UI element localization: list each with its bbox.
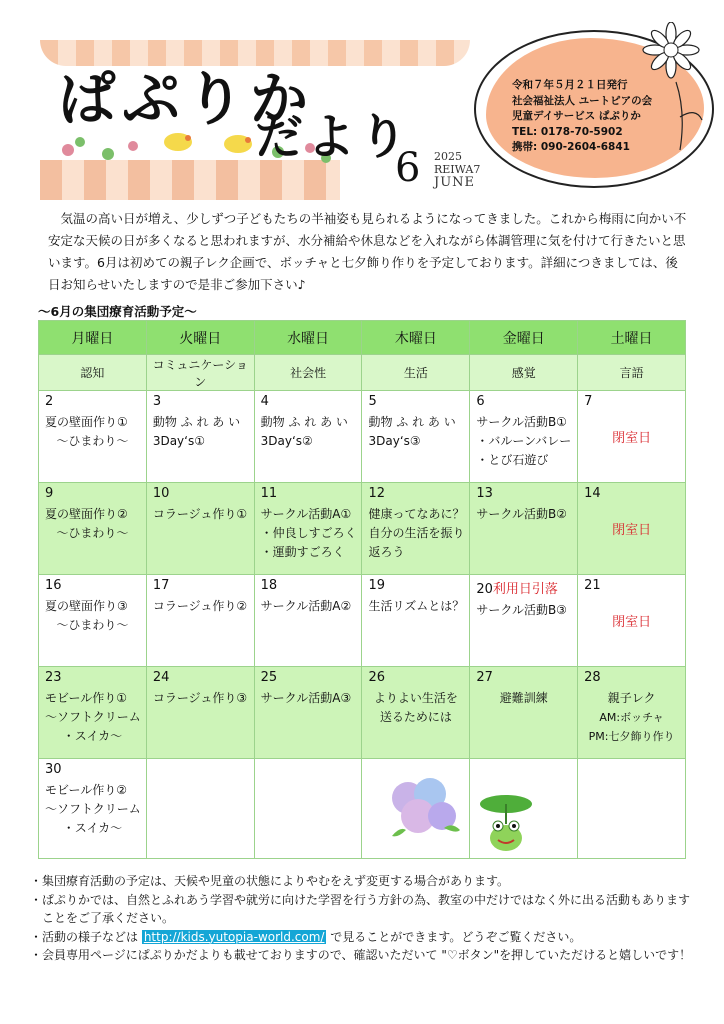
- week-row: [39, 759, 686, 859]
- intro-text: [48, 208, 688, 296]
- activity: コラージュ作り②: [152, 599, 248, 613]
- activity-detail: ～ソフトクリーム: [45, 802, 141, 816]
- activity-detail: ・バルーンバレー: [476, 434, 572, 448]
- date-number: 11: [260, 486, 278, 501]
- activity: よりよい生活を: [373, 691, 458, 705]
- day-cell: [146, 575, 254, 667]
- theme-cell: 言語: [578, 355, 686, 391]
- newsletter-header: [0, 0, 724, 205]
- day-monday: 月曜日: [39, 321, 147, 355]
- facility-name: 児童デイサービス ぱぷりか: [512, 110, 641, 122]
- date-number: 6: [476, 394, 485, 409]
- day-tuesday: 火曜日: [146, 321, 254, 355]
- activity: サークル活動A②: [260, 599, 352, 613]
- day-cell: [39, 667, 147, 759]
- activity: サークル活動B②: [476, 507, 567, 521]
- date-number: 26: [368, 670, 386, 685]
- day-cell: [254, 391, 362, 483]
- theme-cell: 認知: [39, 355, 147, 391]
- day-cell: [362, 575, 470, 667]
- section-title: ～6月の集団療育活動予定～: [38, 304, 197, 319]
- activity: サークル活動B①: [476, 415, 567, 429]
- date-number: 17: [152, 578, 170, 593]
- activity-detail: 3Day‘s①: [152, 434, 205, 448]
- activity-detail: ～ひまわり～: [56, 434, 129, 448]
- day-cell: [578, 667, 686, 759]
- activity-detail: ・とび石遊び: [476, 453, 549, 467]
- date-number: 14: [584, 486, 601, 501]
- date-number: 10: [152, 486, 170, 501]
- date-number: 2: [45, 394, 54, 409]
- activity-detail: ～ひまわり～: [56, 618, 129, 632]
- date-number: 27: [476, 670, 493, 685]
- activity-detail: ・スイカ～: [62, 821, 123, 835]
- date-number: 24: [152, 670, 170, 685]
- day-cell: [39, 759, 147, 859]
- website-link[interactable]: http://kids.yutopia-world.com/: [143, 929, 325, 944]
- activity: 健康ってなあに？: [368, 507, 465, 521]
- activity: コラージュ作り①: [152, 507, 248, 521]
- closed-day-label: 閉室日: [612, 523, 652, 538]
- note-website-post: で見ることができます。どうぞご覧ください。: [326, 929, 582, 944]
- activity-detail: ・仲良しすごろく: [260, 526, 357, 540]
- phone: TEL: 0178-70-5902: [512, 125, 623, 138]
- weekday-header-row: [39, 321, 686, 355]
- day-friday: 金曜日: [470, 321, 578, 355]
- notes-section: [30, 872, 700, 965]
- newsletter-title: ぱぷりか: [58, 65, 315, 133]
- theme-row: [39, 355, 686, 391]
- date-number: 9: [45, 486, 54, 501]
- activity-calendar: [38, 320, 686, 859]
- day-cell: [578, 391, 686, 483]
- theme-cell: 感覚: [470, 355, 578, 391]
- date-number: 16: [45, 578, 62, 593]
- week-row: [39, 391, 686, 483]
- day-wednesday: 水曜日: [254, 321, 362, 355]
- day-cell: [146, 483, 254, 575]
- activity: 動物 ふ れ あ い: [368, 415, 456, 429]
- date-number-value: 20: [476, 582, 493, 597]
- day-cell: [146, 667, 254, 759]
- activity: モビール作り②: [45, 783, 128, 797]
- date-number: 21: [584, 578, 601, 593]
- day-cell-empty: [146, 759, 254, 859]
- newsletter-subtitle: だより: [255, 109, 412, 165]
- activity-detail: ～ソフトクリーム: [45, 710, 141, 724]
- activity: サークル活動A③: [260, 691, 352, 705]
- day-cell: [362, 667, 470, 759]
- day-cell: [470, 391, 578, 483]
- date-number: 19: [368, 578, 386, 593]
- date-number: 12: [368, 486, 386, 501]
- activity: 夏の壁面作り①: [45, 415, 128, 429]
- day-cell: [470, 667, 578, 759]
- activity: 動物 ふ れ あ い: [152, 415, 241, 429]
- activity: サークル活動A①: [260, 507, 352, 521]
- date-number: 28: [584, 670, 601, 685]
- day-cell-empty: [254, 759, 362, 859]
- month-meta: [434, 150, 480, 189]
- theme-cell: 生活: [362, 355, 470, 391]
- date-number: 13: [476, 486, 493, 501]
- daisy-flower-icon: [636, 22, 706, 152]
- intro-paragraph: 気温の高い日が増え、少しずつ子どもたちの半袖姿も見られるようになってきました。これから梅雨に向かい不安定な天候の日が多くなると思われますが、水分補給や休息などを入れながら体調管理に気を付けて行きたいと思います。6月は初めての親子レク企画で、ボッチャと七夕飾り作りを予定しております。詳細につきましては、後日お知らせいたしますので是非ご参加下さい♪: [48, 211, 687, 292]
- closed-day-label: 閉室日: [612, 431, 652, 446]
- day-cell: [254, 483, 362, 575]
- activity: 生活リズムとは？: [368, 599, 465, 613]
- day-cell: [39, 575, 147, 667]
- publish-date: 令和７年５月２１日発行: [512, 79, 628, 91]
- activity: コラージュ作り③: [152, 691, 248, 705]
- day-cell: [578, 483, 686, 575]
- theme-cell: 社会性: [254, 355, 362, 391]
- note-member-page: ・会員専用ページにぱぷりかだよりも載せておりますので、確認いただいて "♡ボタン"を押していただけると嬉しいです！: [30, 948, 692, 962]
- note-website: [30, 928, 700, 947]
- week-row: [39, 483, 686, 575]
- activity-detail: 送るためには: [379, 710, 452, 724]
- date-number: 23: [45, 670, 62, 685]
- day-thursday: 木曜日: [362, 321, 470, 355]
- theme-cell: コミュニケーション: [146, 355, 254, 391]
- note-outdoor-activity: ・ぱぷりかでは、自然とふれあう学習や就労に向けた学習を行う方針の為、教室の中だけではなく外に出る活動もありますことをご了承ください。: [30, 892, 691, 925]
- date-number: 3: [152, 394, 162, 409]
- week-row: [39, 667, 686, 759]
- week-row: [39, 575, 686, 667]
- activity-detail: ・運動すごろく: [260, 545, 345, 559]
- date-number: 7: [584, 394, 593, 409]
- activity: 親子レク: [607, 691, 656, 705]
- activity-detail: 自分の生活を振り: [368, 526, 465, 540]
- activity-detail: ・スイカ～: [62, 729, 123, 743]
- day-saturday: 土曜日: [578, 321, 686, 355]
- activity-detail: PM:七夕飾り作り: [588, 730, 675, 743]
- activity: 夏の壁面作り③: [45, 599, 128, 613]
- activity-detail: AM:ボッチャ: [599, 711, 664, 724]
- year-label: 2025: [434, 150, 462, 163]
- day-cell: [578, 575, 686, 667]
- organization: 社会福祉法人 ユートピアの会: [512, 94, 653, 107]
- day-cell-empty: [578, 759, 686, 859]
- day-cell: [146, 391, 254, 483]
- day-cell: [362, 391, 470, 483]
- day-cell: [39, 391, 147, 483]
- date-number: 25: [260, 670, 278, 685]
- note-website-pre: ・活動の様子などは: [30, 929, 142, 944]
- frog-umbrella-icon: [476, 790, 536, 854]
- activity-detail: 3Day‘s②: [260, 434, 313, 448]
- activity: 夏の壁面作り②: [45, 507, 128, 521]
- activity-detail: 返ろう: [368, 545, 405, 559]
- day-cell: [470, 575, 578, 667]
- activity: モビール作り①: [45, 691, 128, 705]
- date-number: 18: [260, 578, 278, 593]
- activity-detail: ～ひまわり～: [56, 526, 129, 540]
- date-number: [476, 578, 571, 597]
- date-number: 5: [368, 394, 377, 409]
- activity: 避難訓練: [499, 691, 548, 705]
- day-cell: [254, 667, 362, 759]
- activity: 動物 ふ れ あ い: [260, 415, 348, 429]
- closed-day-label: 閉室日: [612, 615, 652, 630]
- note-schedule-change: ・集団療育活動の予定は、天候や児童の状態によりやむをえず変更する場合があります。: [30, 874, 510, 888]
- billing-note: 利用日引落: [492, 582, 558, 597]
- day-cell: [254, 575, 362, 667]
- mobile-phone: 携帯: 090-2604-6841: [512, 141, 630, 153]
- era-label: REIWA7: [434, 163, 481, 176]
- month-number: 6: [395, 145, 421, 191]
- publisher-info: [512, 78, 652, 156]
- month-english: JUNE: [434, 175, 476, 190]
- hydrangea-icon: [386, 774, 466, 844]
- date-number: 4: [260, 394, 269, 409]
- activity: サークル活動B③: [476, 603, 567, 617]
- day-cell: [362, 483, 470, 575]
- day-cell: [39, 483, 147, 575]
- date-number: 30: [45, 762, 62, 777]
- activity-detail: 3Day‘s③: [368, 434, 421, 448]
- day-cell: [470, 483, 578, 575]
